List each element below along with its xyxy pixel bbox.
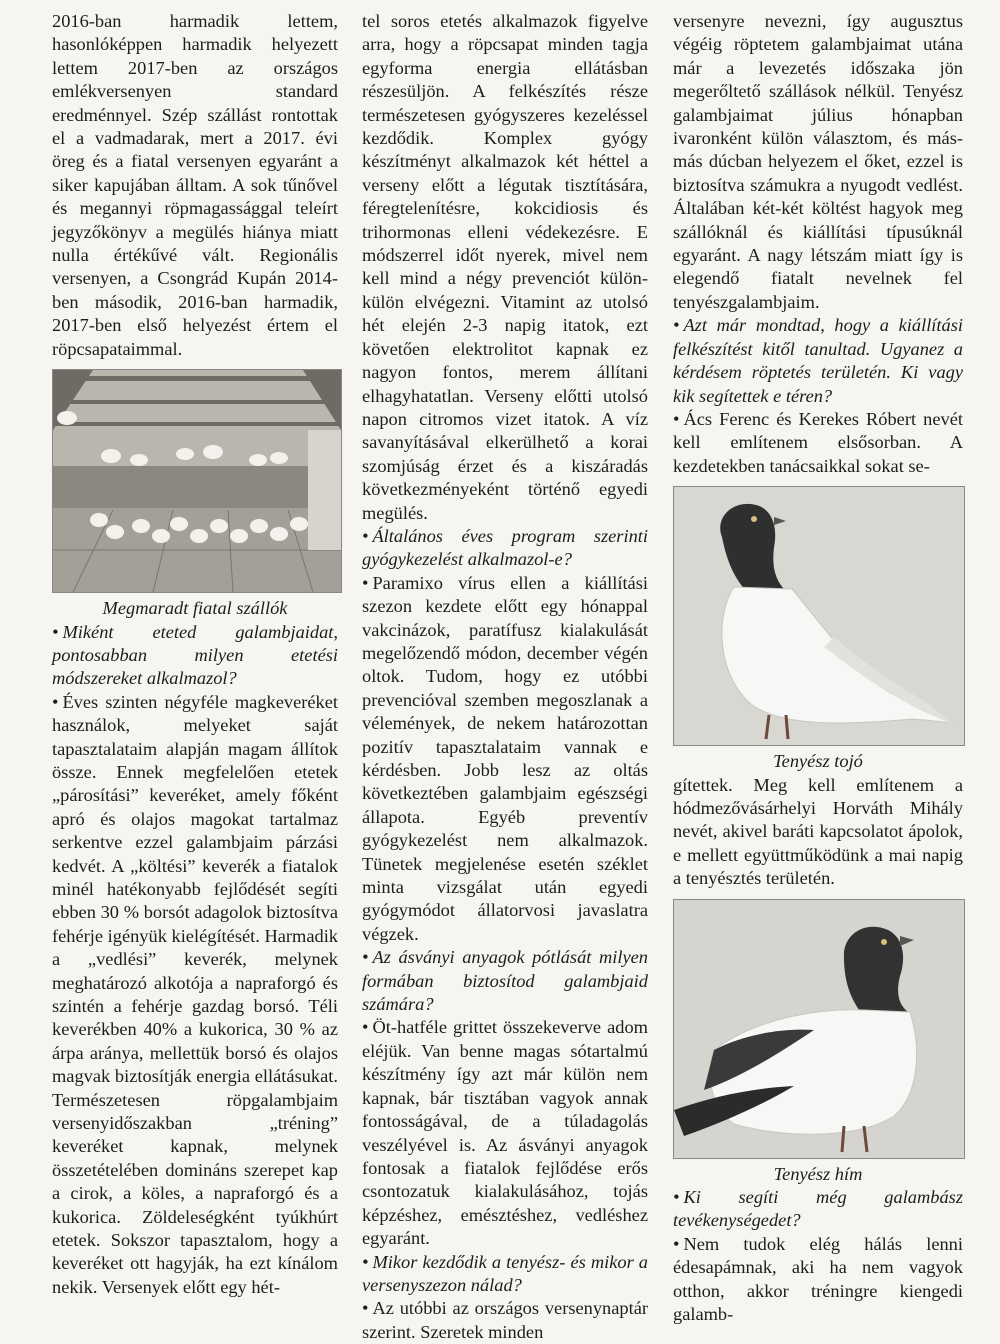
- interview-question: [362, 525, 648, 572]
- photo-caption: Tenyész hím: [773, 1163, 863, 1184]
- interview-question: [673, 314, 963, 408]
- bullet-icon: •: [673, 1233, 680, 1254]
- hen-pigeon-illustration: [674, 487, 964, 745]
- column-2: [362, 10, 648, 1344]
- bullet-icon: •: [362, 572, 369, 593]
- cock-pigeon-illustration: [674, 900, 964, 1158]
- column-1: [52, 10, 338, 1299]
- bullet-icon: •: [52, 621, 59, 642]
- loft-photo-illustration: [53, 370, 341, 592]
- bullet-icon: •: [673, 1186, 680, 1207]
- bullet-icon: •: [362, 1017, 369, 1038]
- interview-answer: [673, 408, 963, 478]
- bullet-icon: •: [362, 525, 369, 546]
- question-text: Miként eteted galambjaidat, pontosabban milyen etetési módszereket alkalmazol?: [52, 621, 338, 689]
- article-paragraph: 2016-ban harmadik lettem, hasonlóképpen harmadik helyezett lettem 2017-ben az országos emlékversenyen standard eredménnyel. Szép szállást rontottak el a vadmadarak, mert a 2017. évi öreg és a fiatal versenyen egyaránt a siker kapujában álltam. A sok tűnővel és megannyi röpmagassággal teleírt jegyzőkönyv a megülés hiánya miatt nulla értékűvé vált. Regionális versenyen, a Csongrád Kupán 2014-ben második, 2016-ban harmadik, 2017-ben első helyezést értem el röpcsapataimmal.: [52, 11, 338, 359]
- bullet-icon: •: [362, 947, 369, 968]
- question-text: Az ásványi anyagok pótlását milyen formában biztosítod galambjaid számára?: [362, 947, 648, 1015]
- bullet-icon: •: [673, 408, 680, 429]
- interview-question: [362, 1251, 648, 1298]
- question-text: Mikor kezdődik a tenyész- és mikor a versenyszezon nálad?: [362, 1251, 648, 1295]
- column-3: [673, 10, 963, 1326]
- cock-pigeon-photo: [673, 899, 965, 1159]
- article-paragraph: gítettek. Meg kell említenem a hódmezővásárhelyi Horváth Mihály nevét, akivel baráti kapcsolatot ápolok, e mellett együttműködünk a mai napig a tenyésztés területén.: [673, 774, 963, 889]
- answer-text: Paramixo vírus ellen a kiállítási szezon kezdete előtt egy hónappal vakcinázok, paratífusz kialakulását megelőzendő módon, december végén oltok. Tudom, hogy ez utóbbi prevencióval szemben megoszlanak a vélemények, de nekem határozottan pozitív tapasztalataim vannak e kérdésben. Jobb lesz az oltás következtében galambjaim egészségi állapota. Egyéb preventív gyógykezelést nem alkalmazok. Tünetek megjelenése esetén széklet minta vizsgálat után egyedi gyógymódot állatorvosi javaslatra végzek.: [362, 572, 648, 944]
- article-paragraph: tel soros etetés alkalmazok figyelve arra, hogy a röpcsapat minden tagja egyforma energia ellátásban részesüljön. A felkészítés része természetesen gyógyszeres kezeléssel kezdődik. Komplex gyógy készítményt alkalmazok két héttel a verseny előtt a légutak tisztítására, féregtelenítésre, kokcidiosis és trihormonas elleni védekezésre. E módszerrel időt nyerek, mivel nem kell mind a négy prevenciót külön-külön elvégezni. Vitamint az utolsó hét elején 2-3 napig itatok, ezt követően elektrolitot kapnak ez nagyon fontos, merem állítani elhagyhatatlan. Verseny előtti utolsó napon citromos vizet itatok. A víz savanyításával elkerülhető a korai szomjúság érzet és a kiszáradás következményeként történő egyedi megülés.: [362, 11, 648, 523]
- answer-text: Az utóbbi az országos versenynaptár szerint. Szeretek minden: [362, 1298, 648, 1342]
- bullet-icon: •: [362, 1251, 369, 1272]
- answer-text: Nem tudok elég hálás lenni édesapámnak, aki ha nem vagyok otthon, akkor tréningre kiengedi galamb-: [673, 1233, 963, 1324]
- bullet-icon: •: [52, 691, 59, 712]
- photo-caption: Tenyész tojó: [773, 751, 863, 772]
- article-paragraph: versenyre nevezni, így augusztus végéig röptetem galambjaimat utána már a levezetés időszaka jön megerőltető szállások nélkül. Tenyész galambjaimat július hónapban ivaronként külön választom, és más-más dúcban helyezem el őket, ezzel is biztosítva számukra a nyugodt vedlést. Általában két-két költést hagyok meg szállóknál és kiállítási típusúknál egyaránt. A nagy létszám miatt így is elegendő fiatalt nevelnek fel tenyészgalambjaim.: [673, 11, 963, 312]
- question-text: Általános éves program szerinti gyógykezelést alkalmazol-e?: [362, 525, 648, 570]
- bullet-icon: •: [673, 315, 680, 336]
- interview-question: [52, 621, 338, 691]
- hen-pigeon-photo: [673, 486, 965, 746]
- photo-caption: Megmaradt fiatal szállók: [102, 598, 288, 619]
- interview-answer: [362, 1016, 648, 1250]
- question-text: Ki segíti még galambász tevékenységedet?: [673, 1186, 963, 1231]
- interview-answer: [362, 1297, 648, 1344]
- interview-answer: [673, 1233, 963, 1327]
- answer-text: Éves szinten négyféle magkeveréket használok, melyeket saját tapasztalataim alapján magam állítok össze. Ennek megfelelően etetek „párosítási” keveréket, amely főként apró és olajos magokat tartalmaz serkentve ezzel galambjaim párzási kedvét. A „költési” keverék a fiatalok minél hatékonyabb fejlődését segíti ebben 30 % borsót adagolok biztosítva fehérje igényük kielégítését. Harmadik a „vedlési” keverék, melynek meghatározó alkotója a napraforgó és szintén a fehérje gazdag borsó. Téli keverékben 40% a kukorica, 30 % az árpa aránya, mellettük borsó és olajos magvak biztosítják energia ellátásukat. Természetesen röpgalambjaim versenyidőszakban „tréning” keveréket kapnak, melynek összetételében domináns szerepet kap a cirok, a köles, a napraforgó és a kukorica. Zöldeleségként tyúkhúrt etetek. Sokszor tapasztalom, hogy a keveréket ott hagyják, ha ezt kínálom nekik. Versenyek előtt egy hét-: [52, 691, 338, 1297]
- answer-text: Ács Ferenc és Kerekes Róbert nevét kell említenem elsősorban. A kezdetekben tanácsaikkal sokat se-: [673, 408, 963, 476]
- loft-photo: [52, 369, 342, 593]
- interview-question: [362, 946, 648, 1016]
- interview-answer: [52, 691, 338, 1300]
- bullet-icon: •: [362, 1298, 369, 1319]
- interview-question: [673, 1186, 963, 1233]
- interview-answer: [362, 572, 648, 947]
- question-text: Azt már mondtad, hogy a kiállítási felkészítést kitől tanultad. Ugyanez a kérdésem röptetés területén. Ki vagy kik segítettek e téren?: [673, 315, 963, 406]
- answer-text: Öt-hatféle grittet összekeverve adom eléjük. Van benne magas sótartalmú készítmény így azt már külön nem kapnak, bár tisztában vagyok annak fontosságával, de a túladagolás veszélyével is. Az ásványi anyagok fontosak a fiatalok fejlődése erős csontozatuk kialakulásához, tojás képzéshez, emésztéshez, vedléshez egyaránt.: [362, 1017, 648, 1249]
